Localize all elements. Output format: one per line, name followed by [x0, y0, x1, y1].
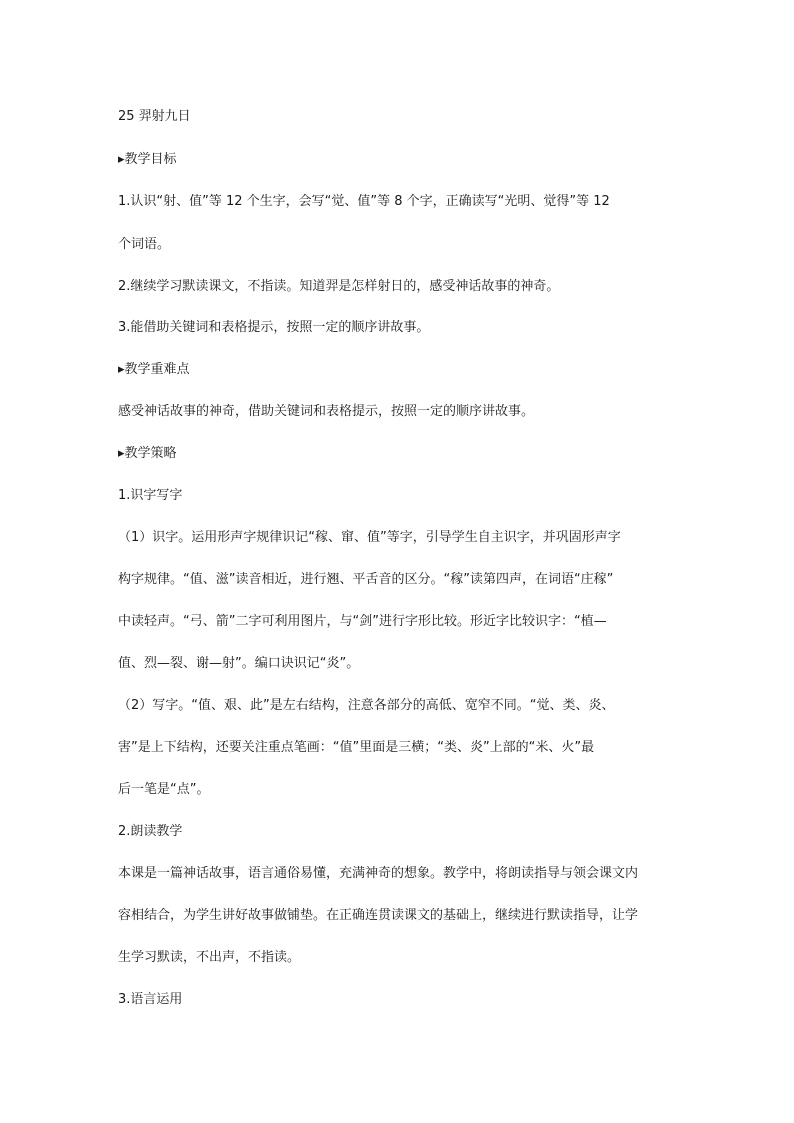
strategy-1-para-1-line-3: 中读轻声。“弓、箭”二字可利用图片，与“剑”进行字形比较。形近字比较识字：“植—: [118, 614, 607, 629]
lesson-title: 25 羿射九日: [118, 109, 191, 124]
strategy-3-heading: 3.语言运用: [118, 992, 183, 1007]
goal-1-line-2: 个词语。: [118, 237, 171, 252]
strategy-2-heading: 2.朗读教学: [118, 824, 183, 839]
key-points-text: 感受神话故事的神奇，借助关键词和表格提示，按照一定的顺序讲故事。: [118, 404, 535, 419]
section-heading-key-points: ▸教学重难点: [118, 362, 190, 377]
goal-2: 2.继续学习默读课文，不指读。知道羿是怎样射日的，感受神话故事的神奇。: [118, 279, 560, 294]
strategy-2-line-2: 容相结合，为学生讲好故事做铺垫。在正确连贯读课文的基础上，继续进行默读指导，让学: [118, 908, 639, 923]
strategy-1-para-2-line-2: 害”是上下结构，还要关注重点笔画：“值”里面是三横；“类、炎”上部的“米、火”最: [118, 740, 595, 755]
strategy-2-line-1: 本课是一篇神话故事，语言通俗易懂，充满神奇的想象。教学中，将朗读指导与领会课文内: [118, 866, 639, 881]
strategy-1-para-1-line-2: 构字规律。“值、滋”读音相近，进行翘、平舌音的区分。“稼”读第四声，在词语“庄稼”: [118, 572, 614, 587]
section-heading-teaching-goals: ▸教学目标: [118, 152, 177, 167]
goal-3: 3.能借助关键词和表格提示，按照一定的顺序讲故事。: [118, 320, 430, 335]
strategy-1-heading: 1.识字写字: [118, 488, 183, 503]
strategy-1-para-1-line-1: （1）识字。运用形声字规律识记“稼、窜、值”等字，引导学生自主识字，并巩固形声字: [118, 530, 621, 545]
strategy-1-para-2-line-1: （2）写字。“值、艰、此”是左右结构，注意各部分的高低、宽窄不同。“觉、类、炎、: [118, 698, 615, 713]
section-heading-strategy: ▸教学策略: [118, 446, 177, 461]
strategy-2-line-3: 生学习默读，不出声，不指读。: [118, 950, 301, 965]
goal-1-line-1: 1.认识“射、值”等 12 个生字，会写“觉、值”等 8 个字，正确读写“光明、觉得”等 12: [118, 194, 610, 209]
strategy-1-para-2-line-3: 后一笔是“点”。: [118, 782, 210, 797]
strategy-1-para-1-line-4: 值、烈—裂、谢—射”。编口诀识记“炎”。: [118, 656, 360, 671]
